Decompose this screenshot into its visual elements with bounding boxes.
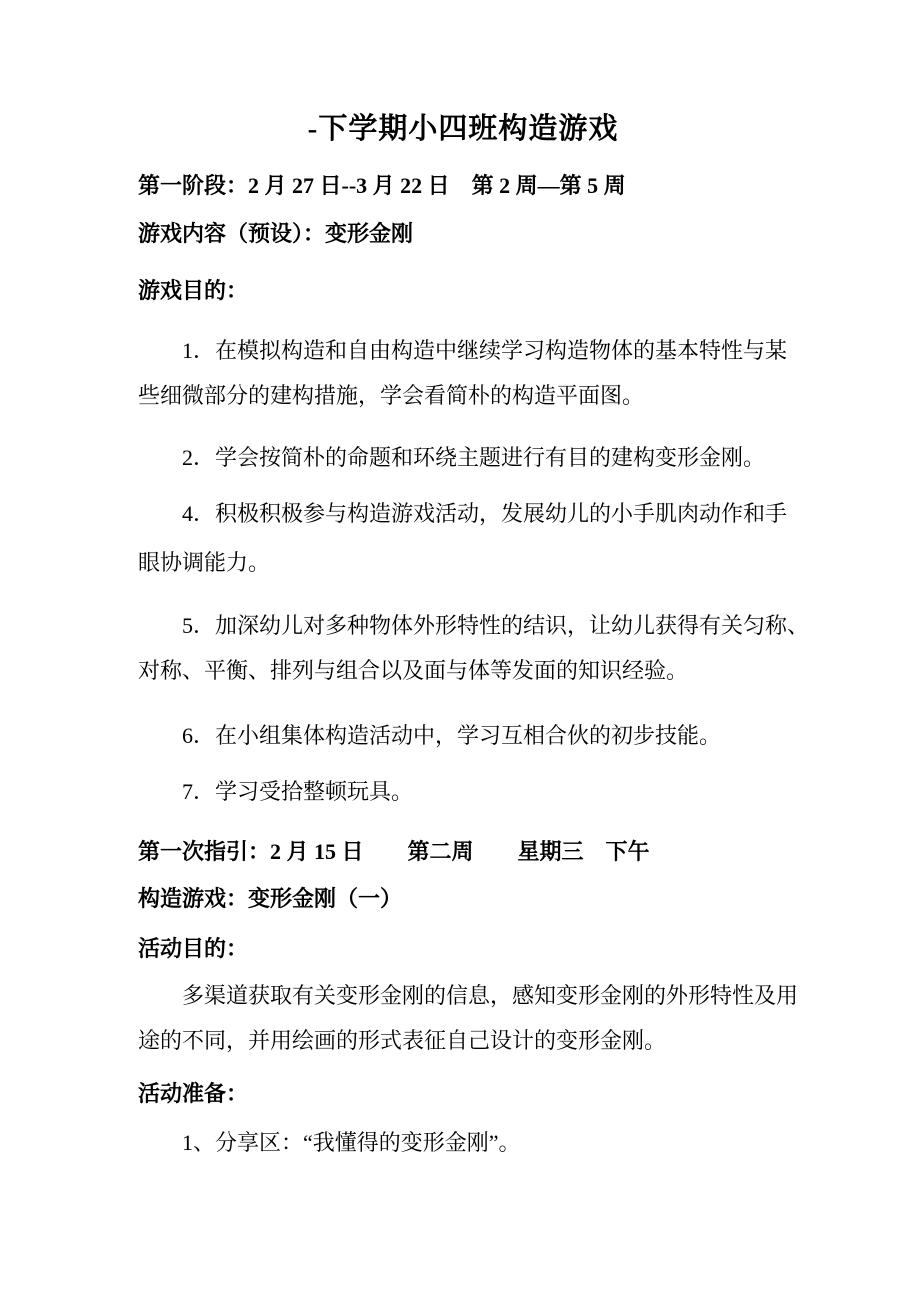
goal-1-line-1: 1．在模拟构造和自由构造中继续学习构造物体的基本特性与某 (182, 338, 788, 363)
goal-1-line-2: 些细微部分的建构措施，学会看简朴的构造平面图。 (138, 383, 645, 408)
goal-4-line-2: 眼协调能力。 (138, 550, 271, 575)
first-guidance-heading: 第一次指引：2 月 15 日 第二周 星期三 下午 (138, 839, 650, 864)
goal-5-line-1: 5．加深幼儿对多种物体外形特性的结识，让幼儿获得有关匀称、 (182, 613, 810, 638)
activity-goal-line-1: 多渠道获取有关变形金刚的信息，感知变形金刚的外形特性及用 (182, 983, 799, 1008)
game-goals-heading: 游戏目的： (138, 278, 249, 303)
goal-2: 2．学会按简朴的命题和环绕主题进行有目的建构变形金刚。 (182, 445, 766, 470)
activity-prep-heading: 活动准备： (138, 1081, 249, 1106)
goal-5-line-2: 对称、平衡、排列与组合以及面与体等发面的知识经验。 (138, 658, 689, 683)
goal-4-line-1: 4．积极积极参与构造游戏活动，发展幼儿的小手肌肉动作和手 (182, 501, 788, 526)
construction-game-heading: 构造游戏：变形金刚（一） (138, 886, 403, 911)
prep-item-1: 1、分享区：“我懂得的变形金刚”。 (182, 1130, 521, 1155)
game-content-heading: 游戏内容（预设）：变形金刚 (138, 221, 414, 246)
document-title: -下学期小四班构造游戏 (307, 113, 619, 145)
activity-goal-heading: 活动目的： (138, 936, 249, 961)
stage1-heading: 第一阶段：2 月 27 日--3 月 22 日 第 2 周—第 5 周 (138, 173, 626, 198)
goal-6: 6．在小组集体构造活动中，学习互相合伙的初步技能。 (182, 723, 722, 748)
goal-7: 7．学习受拾整顿玩具。 (182, 779, 414, 804)
activity-goal-line-2: 途的不同，并用绘画的形式表征自己设计的变形金刚。 (138, 1028, 667, 1053)
